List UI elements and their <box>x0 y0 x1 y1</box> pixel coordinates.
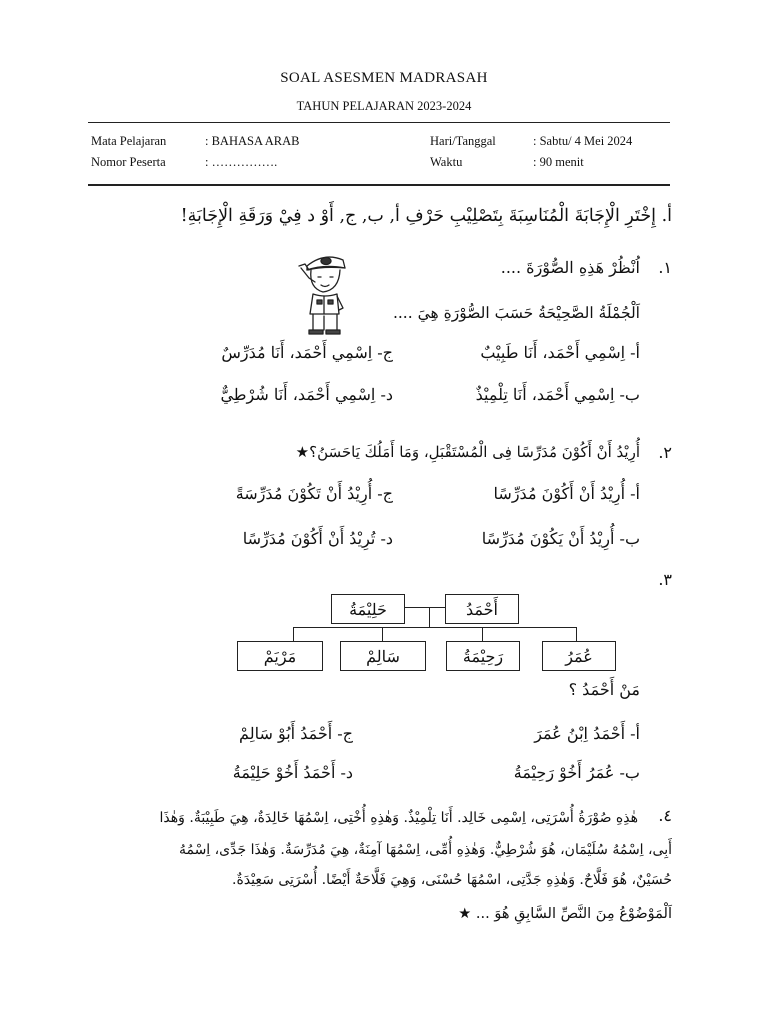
participant-label: Nomor Peserta <box>91 155 166 169</box>
date-label: Hari/Tanggal <box>430 134 496 148</box>
header-rule-top <box>88 122 670 123</box>
academic-year: TAHUN PELAJARAN 2023-2024 <box>296 99 472 113</box>
q4-number: ٤. <box>658 806 672 825</box>
q2-prompt: أُرِيْدُ أَنْ أَكُوْنَ مُدَرِّسًا فِى الْمُسْتَقْبَلِ، وَمَا أَمَلُكَ يَاحَسَنُ؟★ <box>295 443 640 461</box>
q4-passage-line-3: حُسَيْنٌ، هُوَ فَلَّاحٌ. وَهٰذِهِ جَدَّتِى، اسْمُهَا حُسْنَى، وَهِيَ فَلَّاحَةٌ أَيْضًا. أُسْرَتِى سَعِيْدَةٌ. <box>232 872 672 888</box>
q1-option-c: ج- اِسْمِي أَحْمَد، أَنَا مُدَرِّسٌ <box>221 343 393 362</box>
q1-option-b: ب- اِسْمِي أَحْمَد، أَنَا تِلْمِيْذٌ <box>475 385 640 404</box>
header-rule-bottom <box>88 184 670 186</box>
q4-question: اَلْمَوْضُوْعُ مِنَ النَّصِّ السَّابِقِ هُوَ ... ★ <box>458 906 672 922</box>
q2-option-c: ج- أُرِيْدُ أَنْ تَكُوْنَ مُدَرِّسَةً <box>235 484 393 503</box>
tree-node-child-2: رَحِيْمَةُ <box>446 641 520 671</box>
q3-option-d: د- أَحْمَدُ أَخُوْ حَلِيْمَةُ <box>232 763 353 782</box>
q2-option-d: د- تُرِيْدُ أَنْ أَكُوْنَ مُدَرِّسًا <box>242 529 393 548</box>
police-boy-illustration <box>293 248 355 336</box>
q4-passage-line-1: هٰذِهِ صُوْرَةُ أُسْرَتِى، اِسْمِى خَالِد. أَنَا تِلْمِيْذٌ. وَهٰذِهِ أُخْتِى، اِسْمُهَا خَالِدَةٌ، هِيَ طَبِيْبَةٌ. وَهٰذَا <box>159 810 638 826</box>
tree-connector-c1 <box>576 627 577 641</box>
q2-number: ٢. <box>658 443 672 462</box>
subject-value: : BAHASA ARAB <box>205 134 300 148</box>
time-label: Waktu <box>430 155 463 169</box>
page-title: SOAL ASESMEN MADRASAH <box>280 70 488 86</box>
q3-number: ٣. <box>658 570 672 589</box>
tree-connector-marriage <box>404 607 445 608</box>
q1-option-a: أ- اِسْمِي أَحْمَد، أَنَا طَبِيْبٌ <box>480 343 640 362</box>
q3-option-b: ب- عُمَرُ أَخُوْ رَحِيْمَةُ <box>513 763 640 782</box>
q3-option-c: ج- أَحْمَدُ أَبُوْ سَالِمْ <box>239 724 353 743</box>
participant-value: : ……………. <box>205 155 278 169</box>
tree-node-father: أَحْمَدُ <box>445 594 519 624</box>
tree-node-child-1: عُمَرُ <box>542 641 616 671</box>
tree-node-child-4: مَرْيَمْ <box>237 641 323 671</box>
tree-connector-down <box>429 607 430 627</box>
subject-label: Mata Pelajaran <box>91 134 167 148</box>
q2-option-a: أ- أُرِيْدُ أَنْ أَكُوْنَ مُدَرِّسًا <box>493 484 640 503</box>
tree-connector-c2 <box>482 627 483 641</box>
q4-passage-line-2: أَبِى، اِسْمُهُ سُلَيْمَان، هُوَ شُرْطِيٌّ. وَهٰذِهِ أُمِّى، اِسْمُهَا آمِنَةٌ، هِيَ مُدَرِّسَةٌ. وَهٰذَا جَدِّى، اِسْمُهُ <box>178 842 672 858</box>
q1-option-d: د- اِسْمِي أَحْمَد، أَنَا شُرْطِيٌّ <box>220 385 393 404</box>
instruction: أ. إِخْتَرِ الْإِجَابَةَ الْمُنَاسِبَةَ بِتَصْلِيْبِ حَرْفِ أ, ب, ج, أَوْ د فِيْ وَرَقَةِ الْإِجَابَةِ! <box>180 206 672 226</box>
q3-option-a: أ- أَحْمَدُ اِبْنُ عُمَرَ <box>534 724 640 743</box>
tree-node-mother: حَلِيْمَةُ <box>331 594 405 624</box>
tree-node-child-3: سَالِمْ <box>340 641 426 671</box>
time-value: : 90 menit <box>533 155 584 169</box>
date-value: : Sabtu/ 4 Mei 2024 <box>533 134 633 148</box>
q3-question: مَنْ أَحْمَدُ ؟ <box>568 680 640 699</box>
tree-connector-c3 <box>382 627 383 641</box>
q2-option-b: ب- أُرِيْدُ أَنْ يَكُوْنَ مُدَرِّسًا <box>481 529 640 548</box>
tree-connector-children <box>293 627 576 628</box>
q1-number: ١. <box>658 258 672 277</box>
tree-connector-c4 <box>293 627 294 641</box>
q1-subprompt: اَلْجُمْلَةُ الصَّحِيْحَةُ حَسَبَ الصُّوْرَةِ هِيَ .... <box>392 304 640 322</box>
q1-prompt: اُنْظُرْ هَذِهِ الصُّوْرَةَ .... <box>500 258 640 277</box>
